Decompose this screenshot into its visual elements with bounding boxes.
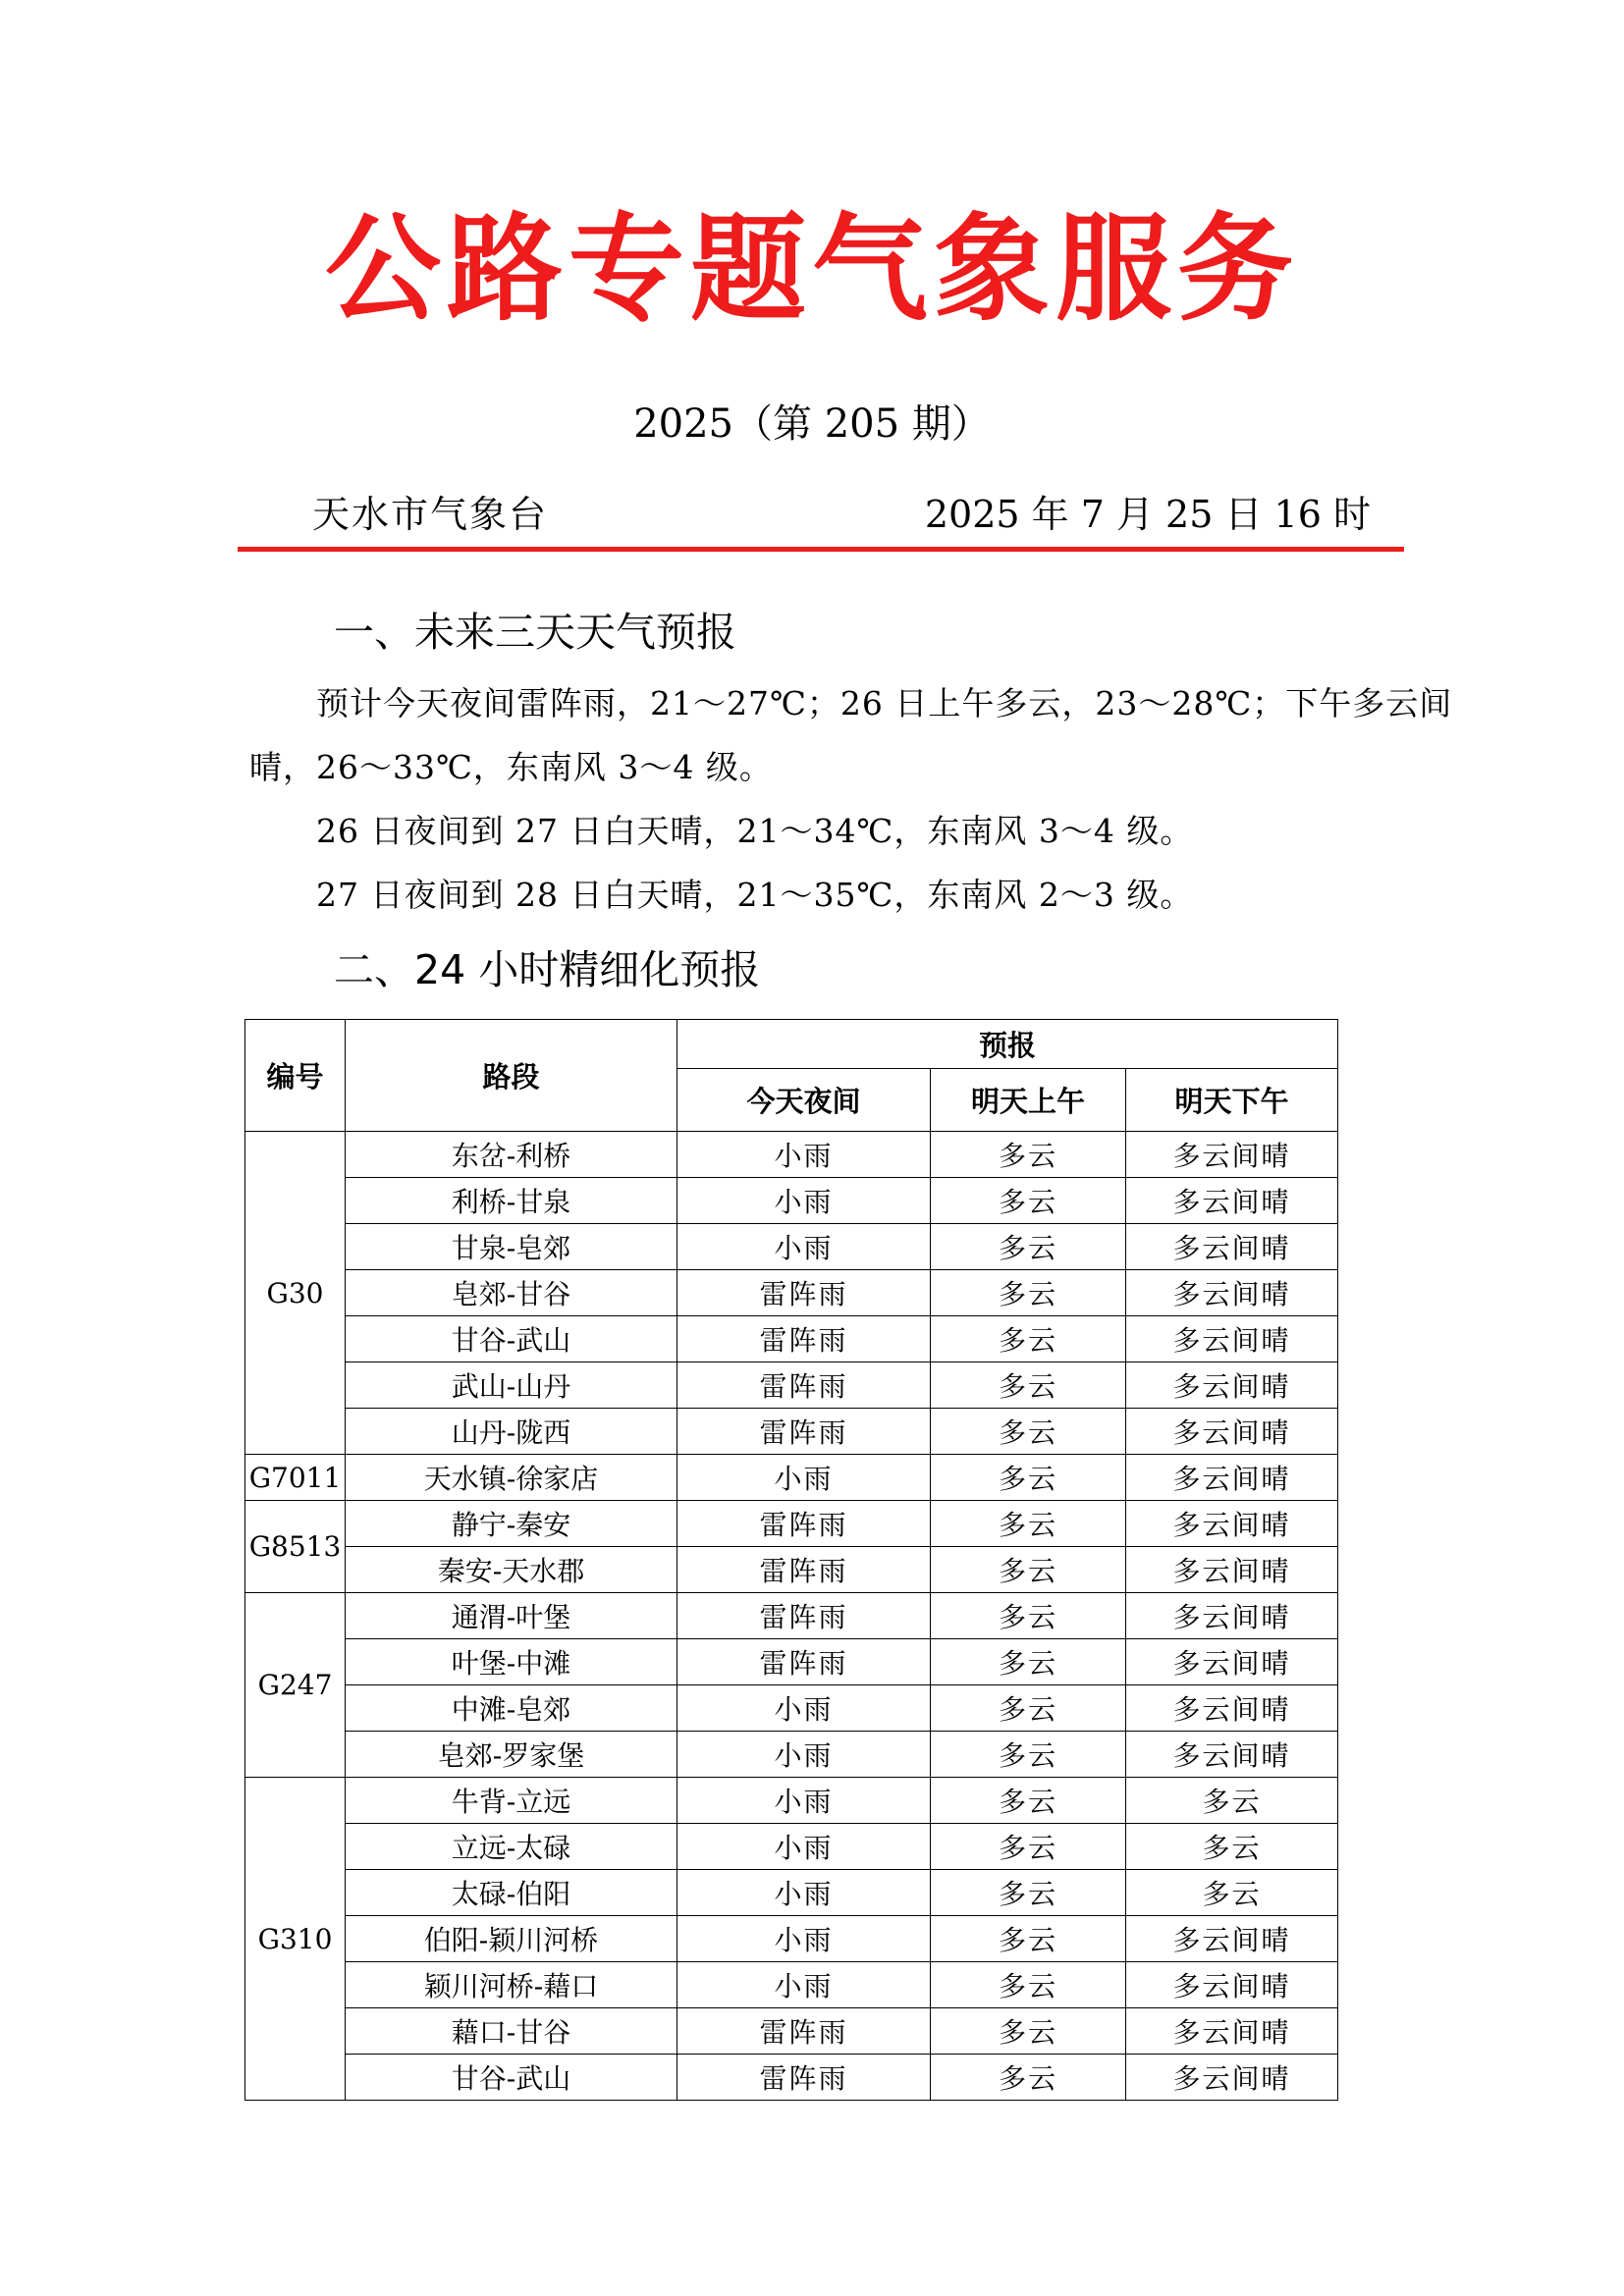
tonight-weather-cell: 小雨 — [677, 1870, 931, 1916]
forecast-paragraph-2: 26 日夜间到 27 日白天晴，21～34℃，东南风 3～4 级。 — [316, 812, 1194, 850]
section-heading-three-day: 一、未来三天天气预报 — [334, 609, 736, 656]
road-segment-cell: 甘泉-皂郊 — [346, 1224, 677, 1270]
tonight-weather-cell: 雷阵雨 — [677, 2055, 931, 2101]
tomorrow-morning-weather-cell: 多云 — [931, 1316, 1126, 1362]
issuing-organization: 天水市气象台 — [312, 493, 549, 536]
road-segment-cell: 牛背-立远 — [346, 1778, 677, 1824]
table-row — [245, 1685, 1338, 1732]
forecast-paragraph-1-line-1: 预计今天夜间雷阵雨，21～27℃；26 日上午多云，23～28℃；下午多云间 — [316, 684, 1453, 722]
table-row — [245, 1962, 1338, 2008]
road-segment-cell: 中滩-皂郊 — [346, 1685, 677, 1732]
header-road-segment: 路段 — [346, 1020, 677, 1132]
tonight-weather-cell: 雷阵雨 — [677, 1362, 931, 1409]
table-row — [245, 1547, 1338, 1593]
tonight-weather-cell: 雷阵雨 — [677, 1316, 931, 1362]
tonight-weather-cell: 雷阵雨 — [677, 1501, 931, 1547]
tomorrow-morning-weather-cell: 多云 — [931, 1132, 1126, 1178]
tonight-weather-cell: 小雨 — [677, 1224, 931, 1270]
table-row — [245, 1362, 1338, 1409]
tonight-weather-cell: 小雨 — [677, 1685, 931, 1732]
road-segment-cell: 甘谷-武山 — [346, 1316, 677, 1362]
road-segment-cell: 太碌-伯阳 — [346, 1870, 677, 1916]
tonight-weather-cell: 小雨 — [677, 1824, 931, 1870]
road-segment-cell: 叶堡-中滩 — [346, 1639, 677, 1685]
tomorrow-morning-weather-cell: 多云 — [931, 1962, 1126, 2008]
road-segment-cell: 山丹-陇西 — [346, 1409, 677, 1455]
road-segment-cell: 通渭-叶堡 — [346, 1593, 677, 1639]
tomorrow-morning-weather-cell: 多云 — [931, 2008, 1126, 2055]
tomorrow-afternoon-weather-cell: 多云间晴 — [1126, 1547, 1338, 1593]
tomorrow-morning-weather-cell: 多云 — [931, 1362, 1126, 1409]
tomorrow-afternoon-weather-cell: 多云间晴 — [1126, 1455, 1338, 1501]
tomorrow-afternoon-weather-cell: 多云间晴 — [1126, 1224, 1338, 1270]
tomorrow-morning-weather-cell: 多云 — [931, 1778, 1126, 1824]
route-id-cell: G30 — [245, 1132, 346, 1455]
tonight-weather-cell: 小雨 — [677, 1732, 931, 1778]
road-segment-cell: 东岔-利桥 — [346, 1132, 677, 1178]
route-id-cell: G310 — [245, 1778, 346, 2101]
road-segment-cell: 皂郊-罗家堡 — [346, 1732, 677, 1778]
tomorrow-afternoon-weather-cell: 多云间晴 — [1126, 1732, 1338, 1778]
issue-number: 2025（第 205 期） — [633, 401, 991, 447]
tomorrow-morning-weather-cell: 多云 — [931, 1178, 1126, 1224]
tonight-weather-cell: 小雨 — [677, 1916, 931, 1962]
tomorrow-morning-weather-cell: 多云 — [931, 1870, 1126, 1916]
table-row — [245, 1455, 1338, 1501]
tomorrow-afternoon-weather-cell: 多云 — [1126, 1824, 1338, 1870]
header-route-id: 编号 — [245, 1020, 346, 1132]
forecast-table-body — [245, 1132, 1338, 2101]
tonight-weather-cell: 雷阵雨 — [677, 1547, 931, 1593]
tomorrow-afternoon-weather-cell: 多云间晴 — [1126, 2008, 1338, 2055]
header-tomorrow-morning: 明天上午 — [931, 1069, 1126, 1132]
tomorrow-afternoon-weather-cell: 多云间晴 — [1126, 1132, 1338, 1178]
tomorrow-afternoon-weather-cell: 多云间晴 — [1126, 1501, 1338, 1547]
table-row — [245, 2055, 1338, 2101]
tonight-weather-cell: 小雨 — [677, 1962, 931, 2008]
tonight-weather-cell: 小雨 — [677, 1132, 931, 1178]
issue-date: 2025 年 7 月 25 日 16 时 — [924, 493, 1371, 536]
tomorrow-morning-weather-cell: 多云 — [931, 1455, 1126, 1501]
table-row — [245, 1778, 1338, 1824]
tomorrow-morning-weather-cell: 多云 — [931, 2055, 1126, 2101]
road-segment-cell: 伯阳-颖川河桥 — [346, 1916, 677, 1962]
road-segment-cell: 秦安-天水郡 — [346, 1547, 677, 1593]
road-segment-cell: 武山-山丹 — [346, 1362, 677, 1409]
table-row — [245, 1316, 1338, 1362]
tomorrow-afternoon-weather-cell: 多云间晴 — [1126, 1409, 1338, 1455]
tomorrow-morning-weather-cell: 多云 — [931, 1501, 1126, 1547]
table-row — [245, 1593, 1338, 1639]
table-row — [245, 1639, 1338, 1685]
road-segment-cell: 天水镇-徐家店 — [346, 1455, 677, 1501]
tonight-weather-cell: 雷阵雨 — [677, 1270, 931, 1316]
tomorrow-morning-weather-cell: 多云 — [931, 1685, 1126, 1732]
table-row — [245, 1409, 1338, 1455]
forecast-paragraph-3: 27 日夜间到 28 日白天晴，21～35℃，东南风 2～3 级。 — [316, 876, 1194, 914]
section-heading-24h: 二、24 小时精细化预报 — [334, 946, 761, 993]
tomorrow-morning-weather-cell: 多云 — [931, 1639, 1126, 1685]
table-row — [245, 1916, 1338, 1962]
route-id-cell: G247 — [245, 1593, 346, 1778]
header-divider — [238, 547, 1404, 552]
route-id-cell: G8513 — [245, 1501, 346, 1593]
tomorrow-morning-weather-cell: 多云 — [931, 1547, 1126, 1593]
table-row — [245, 1501, 1338, 1547]
header-forecast: 预报 — [677, 1020, 1338, 1069]
tonight-weather-cell: 小雨 — [677, 1178, 931, 1224]
tomorrow-morning-weather-cell: 多云 — [931, 1916, 1126, 1962]
road-segment-cell: 利桥-甘泉 — [346, 1178, 677, 1224]
tonight-weather-cell: 雷阵雨 — [677, 1639, 931, 1685]
tomorrow-afternoon-weather-cell: 多云间晴 — [1126, 1639, 1338, 1685]
tonight-weather-cell: 雷阵雨 — [677, 2008, 931, 2055]
table-row — [245, 2008, 1338, 2055]
tomorrow-afternoon-weather-cell: 多云间晴 — [1126, 1316, 1338, 1362]
document-title: 公路专题气象服务 — [324, 201, 1299, 337]
table-row — [245, 1132, 1338, 1178]
road-segment-cell: 颖川河桥-藉口 — [346, 1962, 677, 2008]
tomorrow-afternoon-weather-cell: 多云间晴 — [1126, 1270, 1338, 1316]
forecast-table — [244, 1019, 1338, 2101]
road-segment-cell: 藉口-甘谷 — [346, 2008, 677, 2055]
route-id-cell: G7011 — [245, 1455, 346, 1501]
tomorrow-morning-weather-cell: 多云 — [931, 1593, 1126, 1639]
table-row — [245, 1732, 1338, 1778]
road-segment-cell: 甘谷-武山 — [346, 2055, 677, 2101]
tonight-weather-cell: 雷阵雨 — [677, 1593, 931, 1639]
road-segment-cell: 立远-太碌 — [346, 1824, 677, 1870]
table-row — [245, 1224, 1338, 1270]
tomorrow-morning-weather-cell: 多云 — [931, 1732, 1126, 1778]
header-tonight: 今天夜间 — [677, 1069, 931, 1132]
table-row — [245, 1178, 1338, 1224]
tomorrow-afternoon-weather-cell: 多云间晴 — [1126, 2055, 1338, 2101]
tomorrow-afternoon-weather-cell: 多云间晴 — [1126, 1178, 1338, 1224]
tomorrow-afternoon-weather-cell: 多云 — [1126, 1778, 1338, 1824]
header-tomorrow-afternoon: 明天下午 — [1126, 1069, 1338, 1132]
tomorrow-afternoon-weather-cell: 多云间晴 — [1126, 1916, 1338, 1962]
tomorrow-afternoon-weather-cell: 多云 — [1126, 1870, 1338, 1916]
tonight-weather-cell: 雷阵雨 — [677, 1409, 931, 1455]
tomorrow-afternoon-weather-cell: 多云间晴 — [1126, 1685, 1338, 1732]
tomorrow-morning-weather-cell: 多云 — [931, 1409, 1126, 1455]
road-segment-cell: 静宁-秦安 — [346, 1501, 677, 1547]
forecast-paragraph-1-line-2: 晴，26～33℃，东南风 3～4 级。 — [249, 748, 773, 786]
tonight-weather-cell: 小雨 — [677, 1778, 931, 1824]
table-row — [245, 1824, 1338, 1870]
tomorrow-afternoon-weather-cell: 多云间晴 — [1126, 1593, 1338, 1639]
tonight-weather-cell: 小雨 — [677, 1455, 931, 1501]
tomorrow-morning-weather-cell: 多云 — [931, 1224, 1126, 1270]
road-segment-cell: 皂郊-甘谷 — [346, 1270, 677, 1316]
tomorrow-afternoon-weather-cell: 多云间晴 — [1126, 1362, 1338, 1409]
table-row — [245, 1270, 1338, 1316]
tomorrow-morning-weather-cell: 多云 — [931, 1824, 1126, 1870]
tomorrow-morning-weather-cell: 多云 — [931, 1270, 1126, 1316]
table-row — [245, 1870, 1338, 1916]
tomorrow-afternoon-weather-cell: 多云间晴 — [1126, 1962, 1338, 2008]
